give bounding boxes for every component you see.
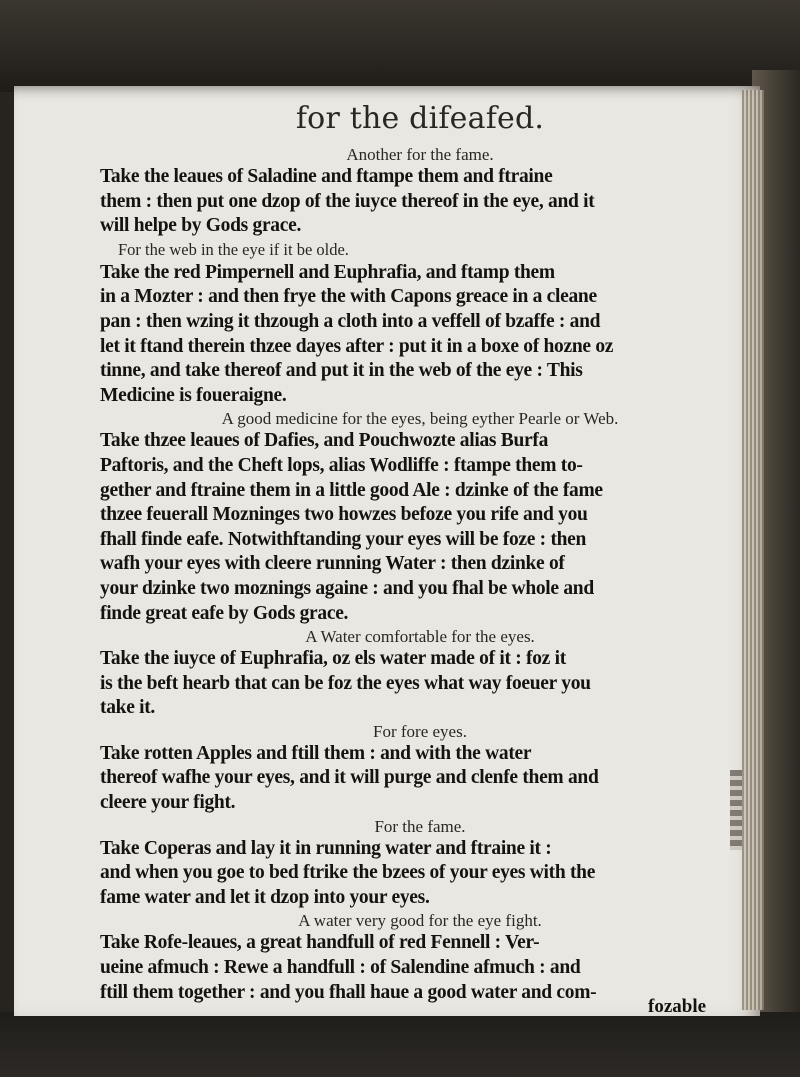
text-line: ftill them together : and you fhall haue a good water and com- bbox=[100, 981, 597, 1003]
text-line: fhall finde eafe. Notwithftanding your eyes will be foze : then bbox=[100, 528, 587, 550]
section-heading: A water very good for the eye fight. bbox=[298, 911, 542, 931]
text-line: Take thzee leaues of Dafies, and Pouchwozte alias Burfa bbox=[100, 430, 549, 452]
section-heading: For the fame. bbox=[374, 816, 466, 836]
text-line: will helpe by Gods grace. bbox=[100, 215, 302, 237]
page-edge bbox=[742, 90, 764, 1010]
running-head: for the difeafed. bbox=[295, 101, 545, 136]
text-line: thereof wafhe your eyes, and it will purge and clenfe them and bbox=[100, 767, 599, 789]
catchword: fozable bbox=[648, 996, 707, 1017]
text-line: your dzinke two moznings againe : and you fhal be whole and bbox=[100, 577, 594, 599]
section-heading: A good medicine for the eyes, being eyther Pearle or Web. bbox=[221, 409, 619, 429]
text-line: let it ftand therein thzee dayes after : put it in a boxe of hozne oz bbox=[100, 335, 614, 357]
section-heading: A Water comfortable for the eyes. bbox=[305, 627, 535, 647]
text-line: wafh your eyes with cleere running Water : then dzinke of bbox=[100, 553, 565, 575]
text-line: gether and ftraine them in a little good Ale : dzinke of the fame bbox=[100, 479, 603, 501]
text-line: finde great eafe by Gods grace. bbox=[100, 602, 349, 624]
section-heading: Another for the fame. bbox=[346, 145, 494, 164]
text-line: is the beft hearb that can be foz the eyes what way foeuer you bbox=[100, 672, 591, 694]
text-line: Take rotten Apples and ftill them : and with the water bbox=[100, 742, 532, 764]
scan-top-margin bbox=[0, 0, 800, 92]
text-line: Medicine is foueraigne. bbox=[100, 384, 287, 406]
text-line: pan : then wzing it thzough a cloth into a veffell of bzaffe : and bbox=[100, 310, 601, 332]
section-heading: For fore eyes. bbox=[373, 721, 467, 741]
page-text bbox=[100, 100, 740, 1005]
text-line: Take Coperas and lay it in running water and ftraine it : bbox=[100, 837, 552, 859]
text-line: thzee feuerall Mozninges two howzes befoze you rife and you bbox=[100, 504, 588, 526]
text-line: and when you goe to bed ftrike the bzees of your eyes with the bbox=[100, 862, 596, 884]
text-line: fame water and let it dzop into your eyes. bbox=[100, 886, 430, 908]
text-line: ueine afmuch : Rewe a handfull : of Salendine afmuch : and bbox=[100, 957, 581, 979]
text-line: Take the red Pimpernell and Euphrafia, and ftamp them bbox=[100, 261, 555, 283]
recipe-section bbox=[100, 626, 740, 721]
text-line: Paftoris, and the Cheft lops, alias Wodliffe : ftampe them to- bbox=[100, 454, 583, 476]
text-line: in a Mozter : and then frye the with Capons greace in a cleane bbox=[100, 286, 597, 308]
text-line: cleere your fight. bbox=[100, 792, 236, 814]
recipe-section bbox=[100, 408, 740, 626]
recipe-section bbox=[100, 239, 740, 409]
text-line: Take the iuyce of Euphrafia, oz els water made of it : foz it bbox=[100, 648, 566, 670]
text-line: them : then put one dzop of the iuyce thereof in the eye, and it bbox=[100, 190, 595, 212]
recipe-section bbox=[100, 816, 740, 911]
recipe-section bbox=[100, 910, 740, 1005]
text-line: Take Rofe-leaues, a great handfull of red Fennell : Ver- bbox=[100, 932, 540, 954]
recipe-section bbox=[100, 721, 740, 816]
recipe-section bbox=[100, 144, 740, 239]
scan-bottom-margin bbox=[0, 1012, 800, 1077]
text-line: tinne, and take thereof and put it in the web of the eye : This bbox=[100, 360, 583, 382]
text-line: take it. bbox=[100, 697, 156, 719]
section-note: For the web in the eye if it be olde. bbox=[118, 239, 349, 259]
text-line: Take the leaues of Saladine and ftampe them and ftraine bbox=[100, 166, 553, 187]
